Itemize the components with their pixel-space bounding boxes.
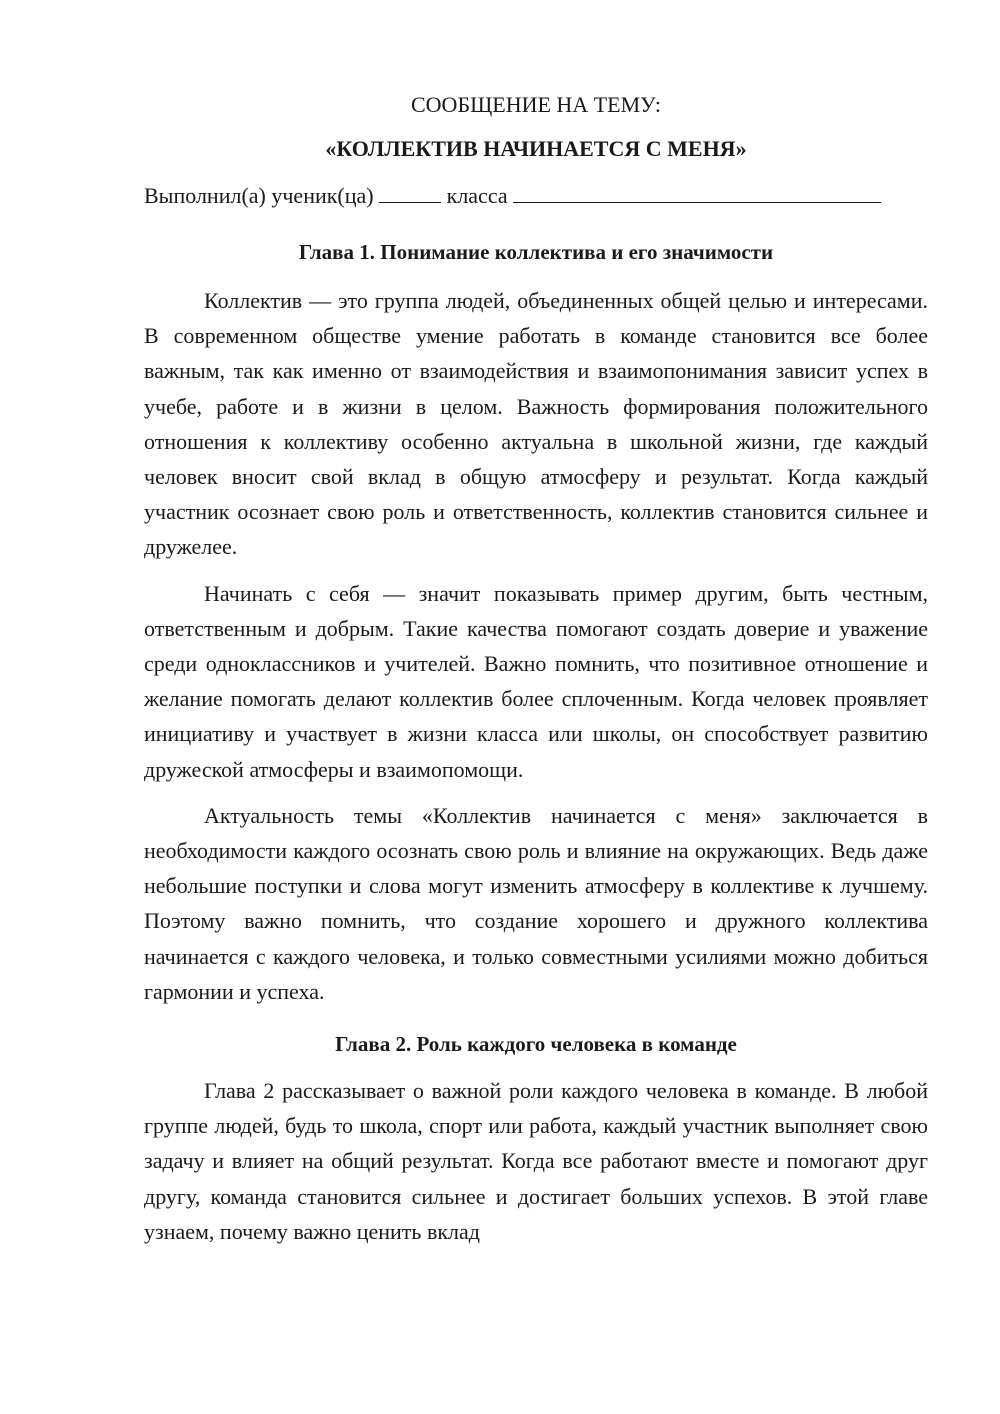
chapter-1-paragraph-2: Начинать с себя — значит показывать пример другим, быть честным, ответственным и добрым. Такие качества помогают создать доверие и уважение среди одноклассников и учителей. Важно помнить, что позитивное отношение и желание помогать делают коллектив более сплоченным. Когда человек проявляет инициативу и участвует в жизни класса или школы, он способствует развитию дружеской атмосферы и взаимопомощи. — [144, 580, 928, 782]
author-prefix: Выполнил(а) ученик(ца) — [144, 183, 374, 208]
chapter-1-paragraph-1: Коллектив — это группа людей, объединенных общей целью и интересами. В современном обществе умение работать в команде становится все более важным, так как именно от взаимодействия и взаимопонимания зависит успех в учебе, работе и в жизни в целом. Важность формирования положительного отношения к коллективу особенно актуальна в школьной жизни, где каждый человек вносит свой вклад в общую атмосферу и результат. Когда каждый участник осознает свою роль и ответственность, коллектив становится сильнее и дружелее. — [144, 288, 928, 560]
name-blank — [513, 180, 881, 203]
grade-blank — [379, 180, 441, 203]
chapter-2-paragraph-1: Глава 2 рассказывает о важной роли каждого человека в команде. В любой группе людей, будь то школа, спорт или работа, каждый участник выполняет свою задачу и влияет на общий результат. Когда все работают вместе и помогают друг другу, команда становится сильнее и достигает больших успехов. В этой главе узнаем, почему важно ценить вклад — [144, 1078, 928, 1244]
document-page — [144, 90, 928, 1249]
document-title: СООБЩЕНИЕ НА ТЕМУ: — [411, 92, 661, 117]
chapter-1-title: Глава 1. Понимание коллектива и его значимости — [298, 240, 774, 264]
chapter-2-title: Глава 2. Роль каждого человека в команде — [335, 1032, 737, 1057]
class-label: класса — [446, 183, 508, 208]
author-line — [144, 180, 928, 211]
chapter-1-paragraph-3: Актуальность темы «Коллектив начинается с меня» заключается в необходимости каждого осознать свою роль и влияние на окружающих. Ведь даже небольшие поступки и слова могут изменить атмосферу в коллективе к лучшему. Поэтому важно помнить, что создание хорошего и дружного коллектива начинается с каждого человека, и только совместными усилиями можно добиться гармонии и успеха. — [144, 802, 928, 1004]
document-subtitle: «КОЛЛЕКТИВ НАЧИНАЕТСЯ С МЕНЯ» — [325, 136, 747, 161]
